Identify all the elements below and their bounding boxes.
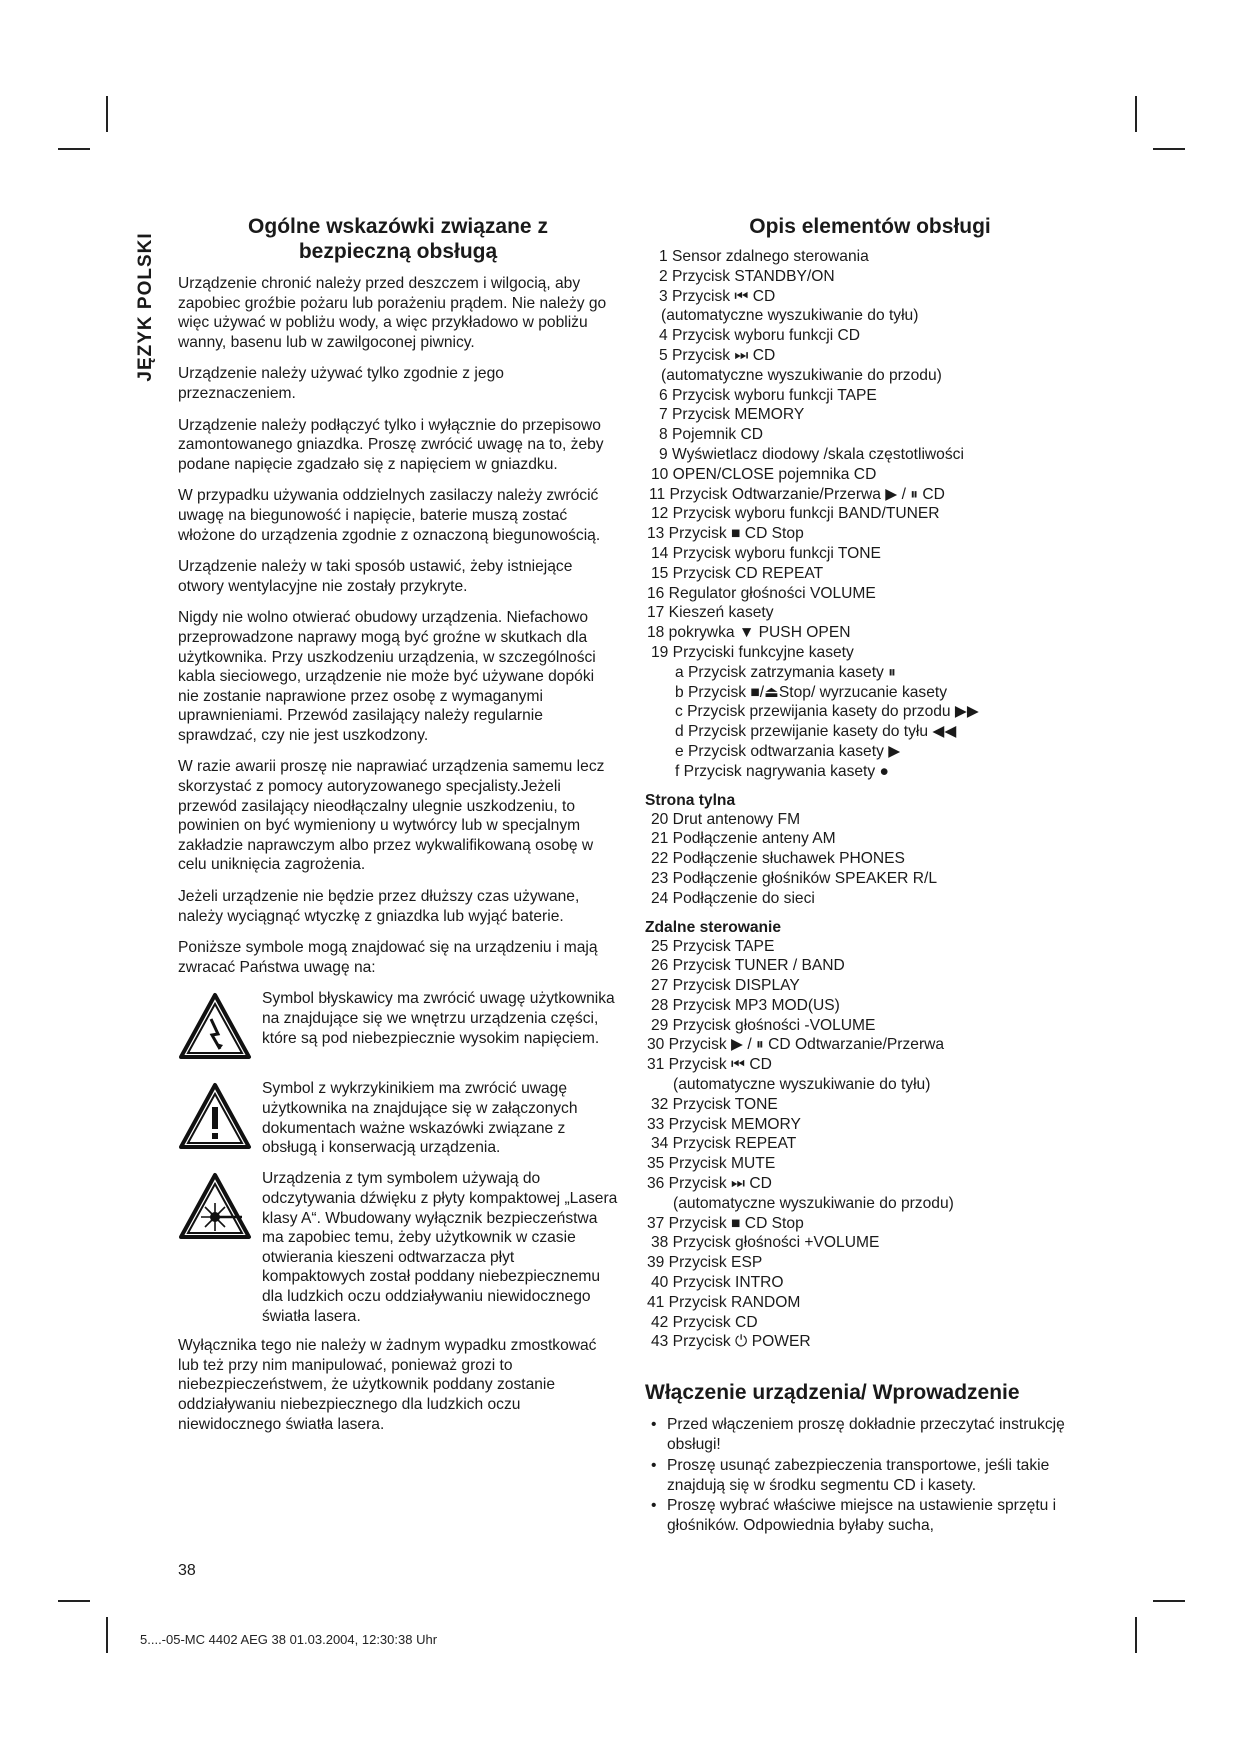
list-item: 11 Przycisk Odtwarzanie/Przerwa ▶ / ⏸ CD (649, 485, 945, 503)
list-item: 6 Przycisk wyboru funkcji TAPE (659, 386, 877, 404)
list-item: 23 Podłączenie głośników SPEAKER R/L (651, 869, 938, 887)
language-tab-label: JĘZYK POLSKI (135, 232, 156, 382)
safety-paragraph: W razie awarii proszę nie naprawiać urządzenia samemu lecz skorzystać z pomocy autoryzowanego specjalisty.Jeżeli przewód zasilający nieodłączalny ulegnie uszkodzeniu, to powinien on być wymieniony u wytwórcy lub w specjalnym zakładzie naprawczym albo przez wykwalifikowaną osobę w celu uniknięcia zagrożenia. (178, 758, 605, 874)
controls-column (645, 214, 1095, 1537)
list-item: 33 Przycisk MEMORY (647, 1115, 801, 1133)
list-item: d Przycisk przewijanie kasety do tyłu ◀◀ (675, 723, 957, 741)
crop-mark (58, 1600, 90, 1602)
list-item: 24 Podłączenie do sieci (651, 889, 815, 907)
list-item: 27 Przycisk DISPLAY (651, 977, 800, 995)
list-item: 43 Przycisk ⏻ POWER (651, 1333, 811, 1351)
list-item: 35 Przycisk MUTE (647, 1155, 776, 1173)
list-item: 1 Sensor zdalnego sterowania (659, 248, 869, 265)
crop-mark (106, 1617, 108, 1653)
remote-heading: Zdalne sterowanie (645, 918, 782, 936)
list-item: 30 Przycisk ▶ / ⏸ CD Odtwarzanie/Przerwa (647, 1036, 945, 1054)
intro-section-title: Włączenie urządzenia/ Wprowadzenie (645, 1381, 1020, 1405)
list-item: 41 Przycisk RANDOM (647, 1293, 801, 1311)
list-item: 14 Przycisk wyboru funkcji TONE (651, 544, 881, 562)
list-item: 28 Przycisk MP3 MOD(US) (651, 996, 840, 1014)
crop-mark (1135, 96, 1137, 132)
list-item: 2 Przycisk STANDBY/ON (659, 267, 835, 285)
controls-list (645, 247, 1095, 782)
list-item: 5 Przycisk ⏭ CD (659, 346, 776, 364)
warning-text: Urządzenia z tym symbolem używają do odczytywania dźwięku z płyty kompaktowej „Lasera klasy A“. Wbudowany wyłącznik bezpieczeństwa ma zapobiec temu, żeby użytkownik w czasie otwierania kieszeni odtwarzacza płyt kompaktowych został poddany niebezpiecznemu dla ludzkich oczu oddziaływaniu niewidocznego światła lasera. (262, 1170, 618, 1325)
list-item: 37 Przycisk ■ CD Stop (647, 1214, 804, 1232)
lightning-warning-icon (178, 991, 252, 1061)
list-item: 22 Podłączenie słuchawek PHONES (651, 850, 905, 868)
safety-paragraph: Jeżeli urządzenie nie będzie przez dłuższy czas używane, należy wyciągnąć wtyczkę z gniazdka lub wyjąć baterie. (178, 888, 580, 925)
list-item: 42 Przycisk CD (651, 1313, 758, 1331)
list-item: 39 Przycisk ESP (647, 1254, 763, 1272)
page-number: 38 (178, 1562, 196, 1579)
list-item: 38 Przycisk głośności +VOLUME (651, 1234, 880, 1252)
warning-block (178, 1169, 618, 1326)
list-item: 21 Podłączenie anteny AM (651, 830, 836, 848)
crop-mark (1153, 1600, 1185, 1602)
safety-paragraph: Urządzenie należy podłączyć tylko i wyłącznie do przepisowo zamontowanego gniazdka. Proszę zwrócić uwagę na to, żeby podane napięcie zgadzało się z napięciem w gniazdku. (178, 416, 604, 473)
list-item: • Proszę usunąć zabezpieczenia transportowe, jeśli takie znajdują się w środku segmentu CD i kasety. (645, 1456, 1095, 1496)
language-tab (127, 207, 165, 407)
print-footer: 5....-05-MC 4402 AEG 38 01.03.2004, 12:30:38 Uhr (140, 1632, 438, 1647)
safety-paragraph: Urządzenie należy używać tylko zgodnie z jego przeznaczeniem. (178, 365, 504, 402)
warning-text: Symbol z wykrzykinikiem ma zwrócić uwagę użytkownika na znajdujące się w załączonych dokumentach ważne wskazówki związane z obsługą i konserwacją urządzenia. (262, 1080, 578, 1157)
safety-paragraph: Urządzenie należy w taki sposób ustawić, żeby istniejące otwory wentylacyjne nie zostały przykryte. (178, 558, 573, 595)
warning-text: Symbol błyskawicy ma zwrócić uwagę użytkownika na znajdujące się we wnętrzu urządzenia części, które są pod niebezpiecznie wysokim napięciem. (262, 990, 615, 1047)
list-item: 19 Przyciski funkcyjne kasety (651, 643, 854, 661)
list-item: 10 OPEN/CLOSE pojemnika CD (651, 465, 877, 483)
list-item: 20 Drut antenowy FM (651, 810, 801, 828)
list-item: 29 Przycisk głośności -VOLUME (651, 1016, 876, 1034)
list-item: f Przycisk nagrywania kasety ● (675, 762, 889, 780)
controls-title: Opis elementów obsługi (749, 215, 991, 238)
list-item: 25 Przycisk TAPE (651, 937, 775, 955)
list-item: 7 Przycisk MEMORY (659, 406, 805, 424)
list-item: e Przycisk odtwarzania kasety ▶ (675, 742, 901, 760)
safety-paragraph: Wyłącznika tego nie należy w żadnym wypadku zmostkować lub też przy nim manipulować, ponieważ grozi to niebezpieczeństwem, że użytkownik poddany zostanie oddziaływaniu niebezpiecznego dla ludzkich oczu niewidocznego światła lasera. (178, 1337, 597, 1433)
safety-column (178, 214, 618, 1446)
back-panel-list (645, 810, 1095, 909)
list-item: • Przed włączeniem proszę dokładnie przeczytać instrukcję obsługi! (645, 1415, 1095, 1455)
list-item: • Proszę wybrać właściwe miejsce na ustawienie sprzętu i głośników. Odpowiednia byłaby sucha, (645, 1496, 1095, 1536)
list-item: 17 Kieszeń kasety (647, 604, 774, 622)
crop-mark (58, 148, 90, 150)
safety-paragraph: Urządzenie chronić należy przed deszczem i wilgocią, aby zapobiec groźbie pożaru lub porażeniu prądem. Nie należy go więc używać w pobliżu wody, a więc przykładowo w pobliżu wanny, basenu lub w zawilgoconej piwnicy. (178, 275, 607, 351)
list-item: (automatyczne wyszukiwanie do przodu) (661, 366, 942, 384)
list-item: (automatyczne wyszukiwanie do tyłu) (673, 1076, 931, 1094)
list-item: 12 Przycisk wyboru funkcji BAND/TUNER (651, 505, 940, 523)
list-item: 32 Przycisk TONE (651, 1095, 778, 1113)
list-item: 4 Przycisk wyboru funkcji CD (659, 327, 861, 345)
warning-block (178, 1079, 618, 1159)
list-item: 40 Przycisk INTRO (651, 1274, 784, 1292)
crop-mark (1135, 1617, 1137, 1653)
remote-list (645, 937, 1095, 1353)
safety-paragraph: Nigdy nie wolno otwierać obudowy urządzenia. Niefachowo przeprowadzone naprawy mogą być groźne w skutkach dla użytkownika. Przy uszkodzeniu urządzenia, w szczególności kabla sieciowego, urządzenie nie może być używane dopóki nie zostanie naprawione przez osobę z wymaganymi uprawnieniami. Przewód zasilający należy regularnie sprawdzać, czy nie jest uszkodzony. (178, 609, 596, 744)
list-item: 31 Przycisk ⏮ CD (647, 1056, 772, 1074)
list-item: (automatyczne wyszukiwanie do tyłu) (661, 307, 919, 325)
list-item: 9 Wyświetlacz diodowy /skala częstotliwości (659, 445, 964, 463)
intro-bullet-list (645, 1415, 1095, 1536)
safety-title: Ogólne wskazówki związane z bezpieczną obsługą (248, 215, 548, 263)
list-item: 13 Przycisk ■ CD Stop (647, 525, 804, 543)
list-item: 34 Przycisk REPEAT (651, 1135, 797, 1153)
list-item: 3 Przycisk ⏮ CD (659, 287, 776, 305)
list-item: 36 Przycisk ⏭ CD (647, 1175, 772, 1193)
list-item: b Przycisk ■/⏏Stop/ wyrzucanie kasety (675, 683, 948, 701)
warning-block (178, 989, 618, 1069)
laser-warning-icon (178, 1171, 252, 1241)
exclamation-warning-icon (178, 1081, 252, 1151)
safety-paragraph: W przypadku używania oddzielnych zasilaczy należy zwrócić uwagę na biegunowość i napięcie, baterie muszą zostać włożone do urządzenia zgodnie z oznaczoną biegunowością. (178, 487, 601, 544)
back-panel-heading: Strona tylna (645, 791, 736, 809)
list-item: (automatyczne wyszukiwanie do przodu) (673, 1194, 954, 1212)
list-item: 18 pokrywka ▼ PUSH OPEN (647, 624, 851, 642)
safety-paragraph: Poniższe symbole mogą znajdować się na urządzeniu i mają zwracać Państwa uwagę na: (178, 939, 598, 976)
list-item: 26 Przycisk TUNER / BAND (651, 957, 845, 975)
list-item: 16 Regulator głośności VOLUME (647, 584, 876, 602)
list-item: c Przycisk przewijania kasety do przodu ▶▶ (675, 703, 979, 721)
list-item: 8 Pojemnik CD (659, 426, 763, 444)
list-item: a Przycisk zatrzymania kasety ⏸ (675, 663, 896, 681)
list-item: 15 Przycisk CD REPEAT (651, 564, 824, 582)
crop-mark (1153, 148, 1185, 150)
crop-mark (106, 96, 108, 132)
